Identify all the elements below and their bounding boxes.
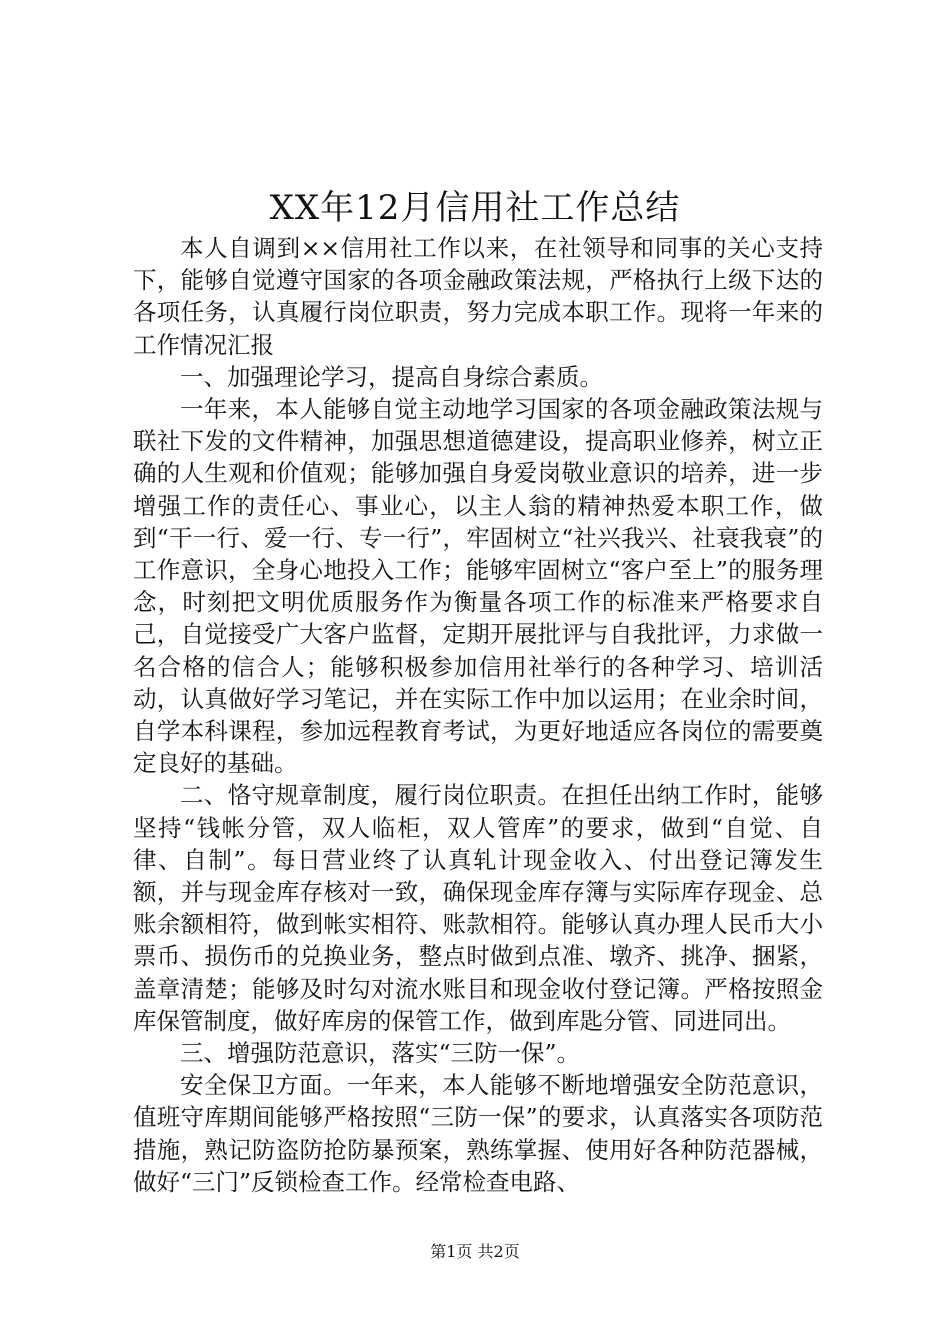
document-title: XX年12月信用社工作总结 — [269, 188, 681, 228]
page-footer: 第1页 共2页 — [430, 1242, 520, 1261]
section-heading-1: 一、加强理论学习，提高自身综合素质。 — [180, 362, 603, 391]
paragraph-rules: 二、恪守规章制度，履行岗位职责。在担任出纳工作时，能够坚持“钱帐分管，双人临柜，双人管库”的要求，做到“自觉、自律、自制”。每日营业终了认真轧计现金收入、付出登记簿发生额，并与现金库存核对一致，确保现金库存簿与实际库存现金、总账余额相符，做到帐实相符、账款相符。能够认真办理人民币大小票币、损伤币的兑换业务，整点时做到点准、墩齐、挑净、捆紧，盖章清楚；能够及时勾对流水账目和现金收付登记簿。严格按照金库保管制度，做好库房的保管工作，做到库匙分管、同进同出。 — [133, 781, 823, 1035]
section-heading-3: 三、增强防范意识，落实“三防一保”。 — [180, 1039, 581, 1068]
document-body — [133, 232, 823, 1198]
paragraph-intro: 本人自调到××信用社工作以来，在社领导和同事的关心支持下，能够自觉遵守国家的各项金融政策法规，严格执行上级下达的各项任务，认真履行岗位职责，努力完成本职工作。现将一年来的工作情况汇报 — [133, 234, 823, 359]
paragraph-security: 安全保卫方面。一年来，本人能够不断地增强安全防范意识，值班守库期间能够严格按照“三防一保”的要求，认真落实各项防范措施，熟记防盗防抢防暴预案，熟练掌握、使用好各种防范器械，做好“三门”反锁检查工作。经常检查电路、 — [133, 1071, 823, 1196]
paragraph-study: 一年来，本人能够自觉主动地学习国家的各项金融政策法规与联社下发的文件精神，加强思想道德建设，提高职业修养，树立正确的人生观和价值观；能够加强自身爱岗敬业意识的培养，进一步增强工作的责任心、事业心，以主人翁的精神热爱本职工作，做到“干一行、爱一行、专一行”，牢固树立“社兴我兴、社衰我衰”的工作意识，全身心地投入工作；能够牢固树立“客户至上”的服务理念，时刻把文明优质服务作为衡量各项工作的标准来严格要求自己，自觉接受广大客户监督，定期开展批评与自我批评，力求做一名合格的信合人；能够积极参加信用社举行的各种学习、培训活动，认真做好学习笔记，并在实际工作中加以运用；在业余时间，自学本科课程，参加远程教育考试，为更好地适应各岗位的需要奠定良好的基础。 — [133, 395, 823, 778]
